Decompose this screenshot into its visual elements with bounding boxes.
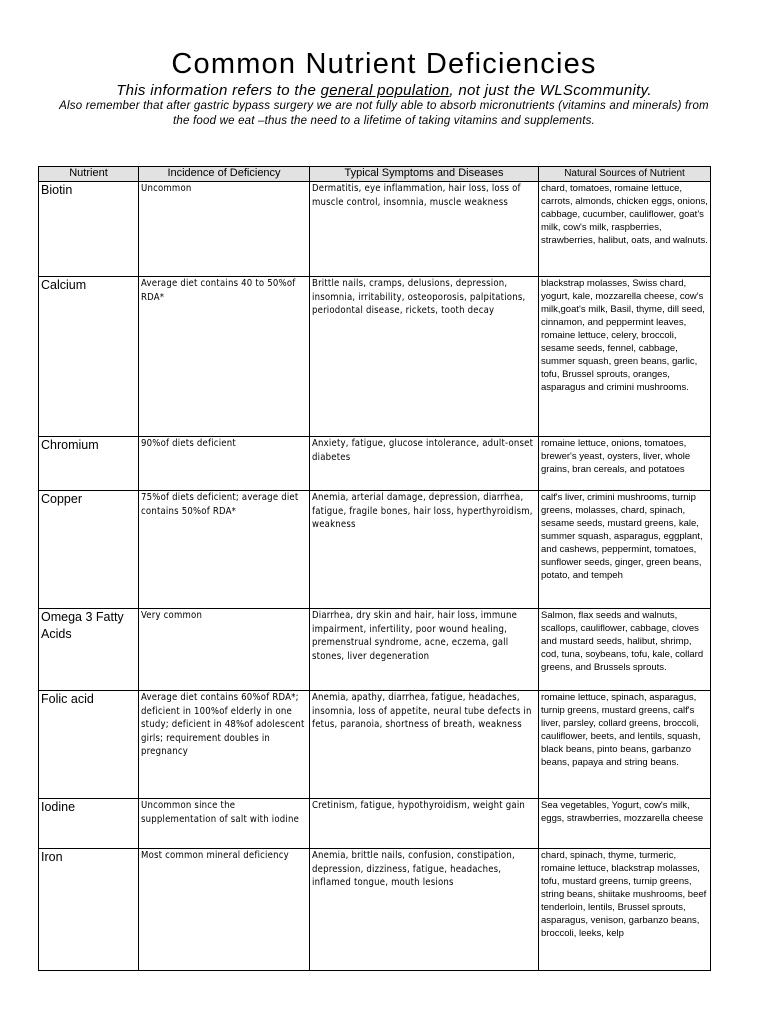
intro-text-end: , not just the WLScommunity. <box>449 82 652 99</box>
sources-cell: romaine lettuce, onions, tomatoes, brewer's yeast, oysters, liver, whole grains, bran cereals, and potatoes <box>539 437 711 491</box>
sources-cell: calf's liver, crimini mushrooms, turnip greens, molasses, chard, spinach, sesame seeds, mustard greens, kale, summer squash, asparagus, eggplant, and cashews, peppermint, tomatoes, sunflower seeds, ginger, green beans, potato, and tempeh <box>539 491 711 609</box>
page-title: Common Nutrient Deficiencies <box>171 48 597 80</box>
surgery-note: Also remember that after gastric bypass surgery we are not fully able to absorb micronutrients (vitamins and minerals) from the food we eat –thus the need to a lifetime of taking vitamins and supplements. <box>59 100 709 127</box>
symptoms-cell: Anemia, arterial damage, depression, diarrhea, fatigue, fragile bones, hair loss, hyperthyroidism, weakness <box>310 491 539 609</box>
table-row <box>39 437 711 491</box>
nutrient-name: Folic acid <box>39 691 139 799</box>
nutrient-name: Calcium <box>39 277 139 437</box>
sources-cell: Salmon, flax seeds and walnuts, scallops, cauliflower, cabbage, cloves and mustard seeds, halibut, shrimp, cod, tuna, soybeans, tofu, kale, collard greens, and Brussels sprouts. <box>539 609 711 691</box>
symptoms-cell: Anemia, apathy, diarrhea, fatigue, headaches, insomnia, loss of appetite, neural tube defects in fetus, paranoia, shortness of breath, weakness <box>310 691 539 799</box>
incidence-cell: Most common mineral deficiency <box>139 849 310 971</box>
nutrient-name: Copper <box>39 491 139 609</box>
symptoms-cell: Brittle nails, cramps, delusions, depression, insomnia, irritability, osteoporosis, palpitations, periodontal disease, rickets, tooth decay <box>310 277 539 437</box>
table-header-row <box>39 167 711 182</box>
incidence-cell: 75%of diets deficient; average diet contains 50%of RDA* <box>139 491 310 609</box>
nutrient-name: Chromium <box>39 437 139 491</box>
sources-cell: Sea vegetables, Yogurt, cow's milk, eggs, strawberries, mozzarella cheese <box>539 799 711 849</box>
sources-cell: romaine lettuce, spinach, asparagus, turnip greens, mustard greens, calf's liver, parsley, collard greens, broccoli, cauliflower, beets, and lentils, squash, black beans, pinto beans, garbanzo beans, papaya and string beans. <box>539 691 711 799</box>
incidence-cell: Average diet contains 40 to 50%of RDA* <box>139 277 310 437</box>
intro-text-start: This information refers to the <box>116 82 321 99</box>
symptoms-cell: Anemia, brittle nails, confusion, constipation, depression, dizziness, fatigue, headaches, inflamed tongue, mouth lesions <box>310 849 539 971</box>
incidence-cell: Very common <box>139 609 310 691</box>
sources-cell: chard, spinach, thyme, turmeric, romaine lettuce, blackstrap molasses, tofu, mustard greens, turnip greens, string beans, shiitake mushrooms, beef tenderloin, lentils, Brussel sprouts, asparagus, venison, garbanzo beans, broccoli, leeks, kelp <box>539 849 711 971</box>
sources-cell: blackstrap molasses, Swiss chard, yogurt, kale, mozzarella cheese, cow's milk,goat's milk, Basil, thyme, dill seed, cinnamon, and peppermint leaves, romaine lettuce, celery, broccoli, sesame seeds, fennel, cabbage, summer squash, green beans, garlic, tofu, Brussel sprouts, oranges, asparagus and crimini mushrooms. <box>539 277 711 437</box>
document-header <box>0 46 768 129</box>
intro-underlined-phrase: general population <box>320 82 450 99</box>
header-symptoms: Typical Symptoms and Diseases <box>310 167 539 182</box>
nutrient-name: Iodine <box>39 799 139 849</box>
table-row <box>39 691 711 799</box>
table-row <box>39 799 711 849</box>
symptoms-cell: Dermatitis, eye inflammation, hair loss, loss of muscle control, insomnia, muscle weakness <box>310 182 539 277</box>
header-sources: Natural Sources of Nutrient <box>539 167 711 182</box>
nutrient-name: Biotin <box>39 182 139 277</box>
incidence-cell: 90%of diets deficient <box>139 437 310 491</box>
symptoms-cell: Cretinism, fatigue, hypothyroidism, weight gain <box>310 799 539 849</box>
incidence-cell: Average diet contains 60%of RDA*; deficient in 100%of elderly in one study; deficient in 48%of adolescent girls; requirement doubles in pregnancy <box>139 691 310 799</box>
intro-line <box>0 82 768 99</box>
incidence-cell: Uncommon since the supplementation of salt with iodine <box>139 799 310 849</box>
sources-cell: chard, tomatoes, romaine lettuce, carrots, almonds, chicken eggs, onions, cabbage, cucumber, cauliflower, goat's milk, cow's milk, raspberries, strawberries, halibut, oats, and walnuts. <box>539 182 711 277</box>
table-row <box>39 182 711 277</box>
table-row <box>39 491 711 609</box>
header-nutrient: Nutrient <box>39 167 139 182</box>
nutrient-name: Omega 3 Fatty Acids <box>39 609 139 691</box>
table-row <box>39 277 711 437</box>
table-row <box>39 849 711 971</box>
incidence-cell: Uncommon <box>139 182 310 277</box>
table-row <box>39 609 711 691</box>
symptoms-cell: Diarrhea, dry skin and hair, hair loss, immune impairment, infertility, poor wound healing, premenstrual syndrome, acne, eczema, gall stones, liver degeneration <box>310 609 539 691</box>
nutrient-table <box>38 166 711 971</box>
header-incidence: Incidence of Deficiency <box>139 167 310 182</box>
symptoms-cell: Anxiety, fatigue, glucose intolerance, adult-onset diabetes <box>310 437 539 491</box>
nutrient-name: Iron <box>39 849 139 971</box>
